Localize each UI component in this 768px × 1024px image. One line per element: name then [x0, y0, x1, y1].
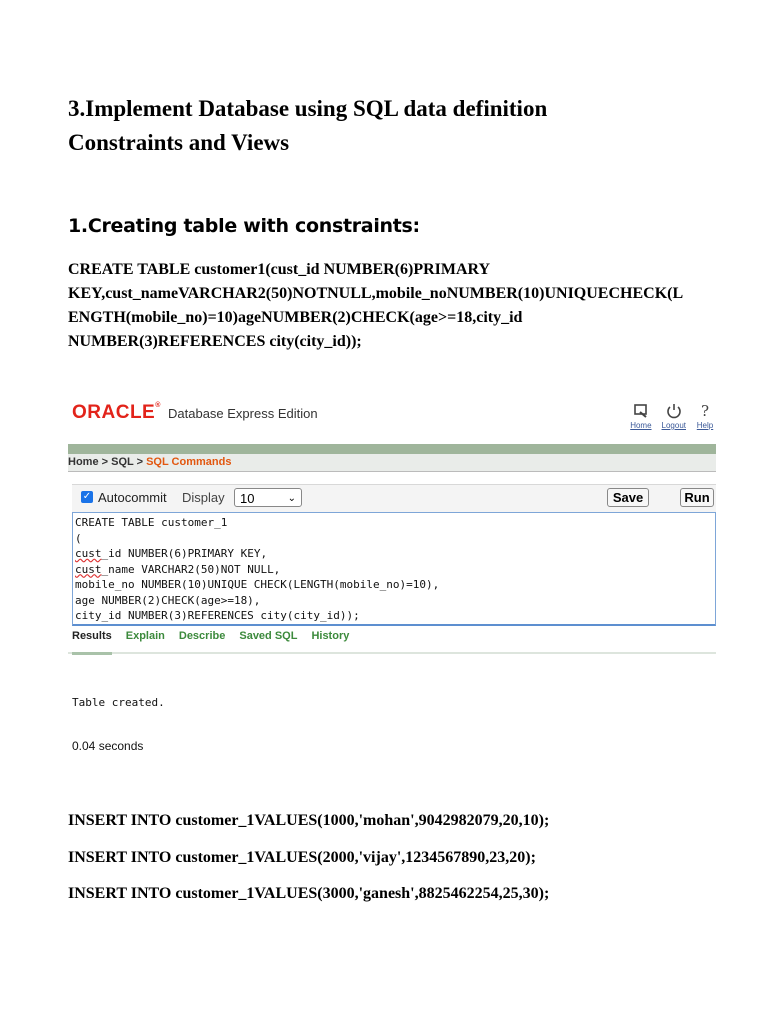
sql-editor[interactable]: CREATE TABLE customer_1 ( cust_id NUMBER(6)PRIMARY KEY, cust_name VARCHAR2(50)NOT NULL, mobile_no NUMBER(10)UNIQUE CHECK(LENGTH(mobile_no)=10), age NUMBER(2)CHECK(age>=18), city_id NUMBER(3)REFERENCES city(city_id)); [72, 512, 716, 626]
execution-time: 0.04 seconds [72, 739, 144, 753]
page-heading [68, 92, 728, 160]
create-table-statement [68, 258, 748, 354]
run-button[interactable]: Run [680, 488, 714, 507]
tab-results[interactable]: Results [72, 630, 112, 642]
tab-explain[interactable]: Explain [125, 630, 165, 642]
home-icon [632, 402, 650, 420]
section-subheading: 1.Creating table with constraints: [68, 215, 420, 237]
power-icon [665, 402, 683, 420]
product-name: Database Express Edition [168, 406, 318, 421]
breadcrumb-current: SQL Commands [146, 456, 232, 468]
sql-line: KEY,cust_nameVARCHAR2(50)NOTNULL,mobile_noNUMBER(10)UNIQUECHECK(L [68, 285, 684, 302]
sql-toolbar [72, 484, 716, 513]
sql-line: ENGTH(mobile_no)=10)ageNUMBER(2)CHECK(age>=18,city_id [68, 309, 523, 326]
breadcrumb-home[interactable]: Home [68, 456, 99, 468]
tab-describe[interactable]: Describe [178, 630, 226, 642]
logout-link[interactable]: Logout [662, 402, 686, 430]
tab-history[interactable]: History [311, 630, 350, 642]
header-links [630, 402, 714, 430]
oracle-apex-screenshot [68, 402, 716, 660]
autocommit-checkbox[interactable]: ✓ [82, 491, 92, 502]
tab-underline [68, 652, 716, 654]
chevron-down-icon: ⌄ [287, 493, 296, 504]
result-tabs [72, 630, 349, 642]
insert-statement: INSERT INTO customer_1VALUES(3000,'ganesh',8825462254,25,30); [68, 885, 550, 902]
result-message: Table created. [72, 696, 165, 709]
sql-line: NUMBER(3)REFERENCES city(city_id)); [68, 333, 362, 350]
heading-line-1: 3.Implement Database using SQL data definition [68, 96, 548, 121]
save-button[interactable]: Save [607, 488, 649, 507]
home-link[interactable]: Home [630, 402, 651, 430]
breadcrumb: Home > SQL > SQL Commands [68, 454, 716, 472]
sql-line: CREATE TABLE customer1(cust_id NUMBER(6)PRIMARY [68, 261, 491, 278]
svg-text:?: ? [701, 402, 710, 420]
header-bar [68, 444, 716, 454]
insert-statement: INSERT INTO customer_1VALUES(2000,'vijay',1234567890,23,20); [68, 849, 536, 866]
oracle-logo: ORACLE® [72, 402, 161, 423]
heading-line-2: Constraints and Views [68, 130, 290, 155]
tab-saved-sql[interactable]: Saved SQL [239, 630, 298, 642]
display-select[interactable]: 10 ⌄ [234, 488, 302, 507]
help-link[interactable]: ? Help [696, 402, 714, 430]
display-label: Display [182, 490, 225, 505]
help-icon [696, 402, 714, 420]
breadcrumb-sql[interactable]: SQL [111, 456, 134, 468]
insert-statement: INSERT INTO customer_1VALUES(1000,'mohan',9042982079,20,10); [68, 812, 550, 829]
autocommit-label: Autocommit [98, 490, 167, 505]
